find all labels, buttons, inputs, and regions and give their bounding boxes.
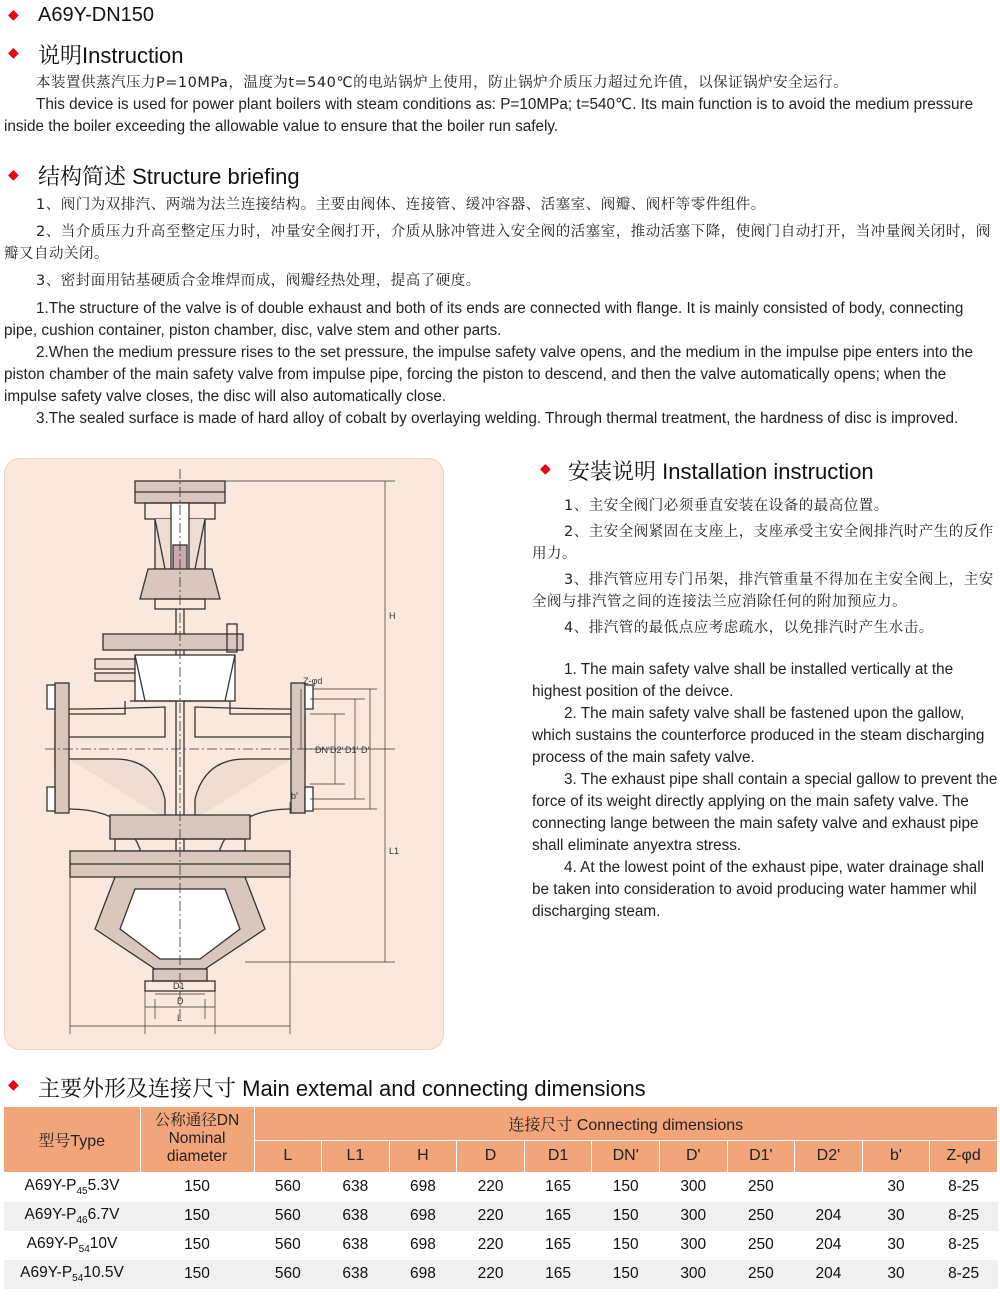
dimension-cell: 8-25: [930, 1260, 998, 1289]
table-row: [4, 1172, 998, 1202]
dimension-cell: 165: [524, 1172, 592, 1202]
bullet-diamond-icon: ◆: [8, 44, 19, 60]
dimension-cell: 250: [727, 1202, 795, 1231]
connecting-header: 连接尺寸 Connecting dimensions: [254, 1107, 998, 1140]
col-header: H: [389, 1140, 457, 1172]
instruction-en: This device is used for power plant boilers with steam conditions as: P=10MPa; t=540℃. Its main function is to avoid the medium pressure inside the boiler exceeding the allowable value to ensure that the boiler run safely.: [4, 96, 974, 135]
dimension-cell: 560: [254, 1172, 322, 1202]
dimension-cell: 150: [140, 1172, 254, 1202]
structure-heading: 结构简述 Structure briefing: [38, 164, 300, 189]
label-DN: DN': [315, 745, 330, 755]
dn-header-en1: Nominal: [168, 1130, 226, 1148]
valve-drawing-panel: [4, 458, 444, 1050]
col-header: L: [254, 1140, 322, 1172]
dimension-cell: 150: [592, 1202, 660, 1231]
dn-header: [140, 1107, 254, 1172]
dimension-cell: 300: [659, 1260, 727, 1289]
col-header: Z-φd: [930, 1140, 998, 1172]
dimension-cell: 30: [862, 1231, 930, 1260]
dimension-cell: 150: [592, 1260, 660, 1289]
col-header: D': [659, 1140, 727, 1172]
table-row: [4, 1231, 998, 1260]
installation-en-2: 2. The main safety valve shall be fastened upon the gallow, which sustains the counterforce produced in the steam discharging process of the main safety valve.: [532, 705, 985, 766]
label-H: H: [389, 611, 396, 621]
dimensions-heading: 主要外形及连接尺寸 Main extemal and connecting dimensions: [38, 1076, 646, 1101]
installation-heading: 安装说明 Installation instruction: [568, 459, 874, 484]
structure-en-1: 1.The structure of the valve is of double exhaust and both of its ends are connected with flange. It is mainly consisted of body, connecting pipe, cushion container, piston chamber, disc, valve stem and other parts.: [4, 300, 964, 339]
type-prefix: A69Y-P: [24, 1176, 77, 1194]
dimension-cell: 220: [457, 1172, 525, 1202]
structure-cn-1: 1、阀门为双排汽、两端为法兰连接结构。主要由阀体、连接管、缓冲容器、活塞室、阀瓣、阀杆等零件组件。: [36, 197, 766, 213]
dimension-cell: 300: [659, 1172, 727, 1202]
type-subscript: 54: [72, 1273, 84, 1285]
label-D1p: D1': [345, 745, 359, 755]
label-L1: L1: [389, 846, 400, 856]
type-prefix: A69Y-P: [26, 1234, 79, 1252]
type-header: 型号Type: [4, 1107, 140, 1172]
type-suffix: 10.5V: [83, 1263, 124, 1281]
installation-cn-3: 3、排汽管应用专门吊架，排汽管重量不得加在主安全阀上，主安全阀与排汽管之间的连接法兰应消除任何的附加预应力。: [532, 572, 994, 610]
dimension-cell: 560: [254, 1260, 322, 1289]
col-header: D1: [524, 1140, 592, 1172]
dimension-cell: 30: [862, 1260, 930, 1289]
dimension-cell: 698: [389, 1202, 457, 1231]
dimension-cell: 8-25: [930, 1172, 998, 1202]
dimension-cell: 8-25: [930, 1231, 998, 1260]
dimension-cell: 204: [795, 1260, 863, 1289]
installation-en-3: 3. The exhaust pipe shall contain a special gallow to prevent the force of its weight directly applying on the main safety valve. The connecting lange between the main safety valve and exhaust pipe shall eliminate anyextra stress.: [532, 771, 998, 854]
label-D1: D1: [173, 981, 185, 991]
type-prefix: A69Y-P: [20, 1263, 73, 1281]
dimension-cell: 250: [727, 1260, 795, 1289]
col-header: DN': [592, 1140, 660, 1172]
label-Dp: D': [361, 745, 370, 755]
installation-cn-1: 1、主安全阀门必须垂直安装在设备的最高位置。: [564, 498, 889, 514]
dimension-cell: 220: [457, 1202, 525, 1231]
col-header: b': [862, 1140, 930, 1172]
dimension-cell: 204: [795, 1231, 863, 1260]
dimension-cell: 698: [389, 1172, 457, 1202]
dimension-cell: 638: [322, 1260, 390, 1289]
valve-section-drawing: [5, 459, 443, 1049]
col-header: L1: [322, 1140, 390, 1172]
type-suffix: 6.7V: [87, 1205, 120, 1223]
installation-body: [532, 495, 998, 923]
dn-header-en2: diameter: [166, 1148, 228, 1166]
dimension-cell: 560: [254, 1231, 322, 1260]
bullet-diamond-icon: ◆: [8, 166, 19, 182]
structure-body: [4, 194, 998, 430]
dimension-cell: 8-25: [930, 1202, 998, 1231]
dimension-cell: 300: [659, 1231, 727, 1260]
dimension-cell: 638: [322, 1172, 390, 1202]
label-D: D: [177, 996, 184, 1006]
table-row: [4, 1260, 998, 1289]
col-header: D1': [727, 1140, 795, 1172]
type-suffix: 5.3V: [87, 1176, 120, 1194]
installation-cn-2: 2、主安全阀紧固在支座上，支座承受主安全阀排汽时产生的反作用力。: [532, 524, 994, 562]
col-header: D2': [795, 1140, 863, 1172]
structure-cn-2: 2、当介质压力升高至整定压力时，冲量安全阀打开，介质从脉冲管进入安全阀的活塞室，推动活塞下降，使阀门自动打开，当冲量阀关闭时，阀瓣又自动关闭。: [4, 224, 991, 262]
dimension-cell: 638: [322, 1231, 390, 1260]
label-b: b': [291, 791, 298, 801]
dimension-cell: 165: [524, 1260, 592, 1289]
dimension-cell: 250: [727, 1172, 795, 1202]
bullet-diamond-icon: ◆: [540, 460, 551, 476]
label-zd: Z-φd: [303, 676, 323, 686]
dimension-cell: 150: [140, 1202, 254, 1231]
dimension-cell: 150: [592, 1172, 660, 1202]
installation-cn-4: 4、排汽管的最低点应考虑疏水，以免排汽时产生水击。: [564, 620, 934, 636]
dimension-cell: 300: [659, 1202, 727, 1231]
dimension-cell: 204: [795, 1202, 863, 1231]
type-cell: [4, 1172, 140, 1202]
table-row: [4, 1202, 998, 1231]
type-subscript: 54: [78, 1244, 90, 1256]
dimension-cell: 560: [254, 1202, 322, 1231]
dimension-cell: 220: [457, 1231, 525, 1260]
bullet-diamond-icon: ◆: [8, 6, 19, 22]
dimension-cell: [795, 1172, 863, 1202]
dimension-cell: 165: [524, 1202, 592, 1231]
bullet-diamond-icon: ◆: [8, 1076, 19, 1092]
type-cell: [4, 1260, 140, 1289]
installation-en-1: 1. The main safety valve shall be installed vertically at the highest position of the deivce.: [532, 661, 954, 700]
type-subscript: 45: [76, 1186, 88, 1198]
dimensions-table: [4, 1107, 998, 1289]
dimension-cell: 150: [140, 1231, 254, 1260]
dimension-cell: 638: [322, 1202, 390, 1231]
dimension-cell: 165: [524, 1231, 592, 1260]
page-title: A69Y-DN150: [38, 4, 155, 26]
type-cell: [4, 1231, 140, 1260]
dimension-cell: 30: [862, 1172, 930, 1202]
installation-en-4: 4. At the lowest point of the exhaust pipe, water drainage shall be taken into consideration to avoid producing water hammer whil discharging steam.: [532, 859, 985, 920]
label-D2: D2': [330, 745, 344, 755]
label-L: L: [177, 1013, 183, 1023]
dimension-cell: 698: [389, 1231, 457, 1260]
instruction-cn: 本装置供蒸汽压力P=10MPa，温度为t=540℃的电站锅炉上使用，防止锅炉介质压力超过允许值，以保证锅炉安全运行。: [36, 75, 849, 91]
dimension-cell: 30: [862, 1202, 930, 1231]
structure-en-3: 3.The sealed surface is made of hard alloy of cobalt by overlaying welding. Through thermal treatment, the hardness of disc is improved.: [36, 410, 959, 427]
dimension-cell: 150: [592, 1231, 660, 1260]
dn-header-cn: 公称通径DN: [154, 1112, 240, 1130]
dimension-cell: 150: [140, 1260, 254, 1289]
dimension-cell: 698: [389, 1260, 457, 1289]
structure-cn-3: 3、密封面用钴基硬质合金堆焊而成，阀瓣经热处理，提高了硬度。: [36, 273, 481, 289]
type-subscript: 46: [76, 1215, 88, 1227]
instruction-body: [4, 72, 998, 138]
type-prefix: A69Y-P: [24, 1205, 77, 1223]
type-cell: [4, 1202, 140, 1231]
dimension-cell: 250: [727, 1231, 795, 1260]
structure-en-2: 2.When the medium pressure rises to the set pressure, the impulse safety valve opens, and the medium in the impulse pipe enters into the piston chamber of the main safety valve from impulse pipe, forcing the piston to descend, and then the valve automatically opens; when the impulse safety valve closes, the disc will also automatically close.: [4, 344, 974, 405]
instruction-heading: 说明Instruction: [38, 43, 184, 68]
type-suffix: 10V: [89, 1234, 118, 1252]
col-header: D: [457, 1140, 525, 1172]
dimension-cell: 220: [457, 1260, 525, 1289]
